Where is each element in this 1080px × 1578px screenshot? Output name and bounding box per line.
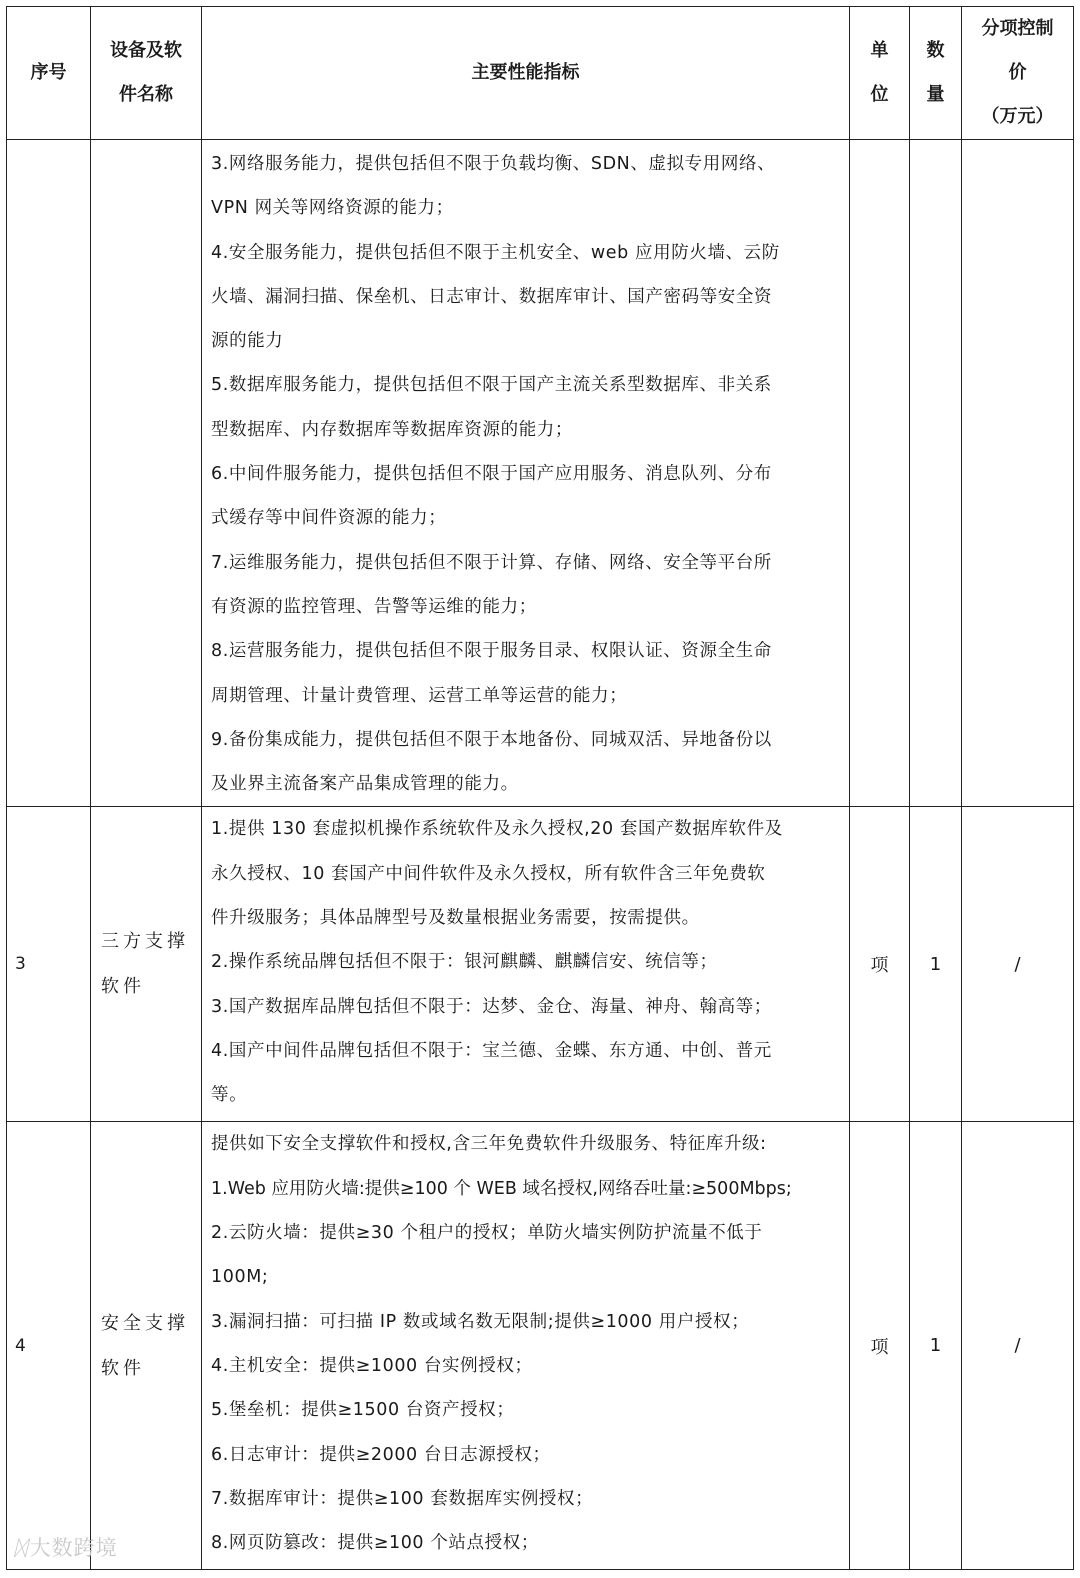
row-name: 三方支撑 软件	[91, 807, 202, 1122]
row-spec	[202, 807, 850, 1122]
spec-line: 4.国产中间件品牌包括但不限于：宝兰德、金蝶、东方通、中创、普元	[211, 1040, 772, 1061]
header-spec: 主要性能指标	[202, 7, 850, 140]
row-price: /	[962, 1122, 1074, 1570]
spec-line: 永久授权、10 套国产中间件软件及永久授权，所有软件含三年免费软	[211, 863, 766, 884]
row-qty: 1	[910, 1122, 962, 1570]
row-unit	[850, 140, 910, 807]
spec-line: 4.安全服务能力，提供包括但不限于主机安全、web 应用防火墙、云防	[211, 242, 780, 263]
spec-line: 5.数据库服务能力，提供包括但不限于国产主流关系型数据库、非关系	[211, 375, 772, 396]
spec-line: 提供如下安全支撑软件和授权,含三年免费软件升级服务、特征库升级:	[211, 1134, 767, 1155]
row-unit: 项	[850, 807, 910, 1122]
row-seq: 3	[7, 807, 91, 1122]
table-row	[7, 140, 1074, 807]
spec-line: 9.备份集成能力，提供包括但不限于本地备份、同城双活、异地备份以	[211, 729, 772, 750]
spec-line: 周期管理、计量计费管理、运营工单等运营的能力；	[211, 685, 628, 706]
spec-line: 7.数据库审计：提供≥100 套数据库实例授权；	[211, 1488, 594, 1509]
spec-line: 件升级服务；具体品牌型号及数量根据业务需要，按需提供。	[211, 908, 700, 929]
header-row	[7, 7, 1074, 140]
spec-line: 3.国产数据库品牌包括但不限于：达梦、金仓、海量、神舟、翰高等；	[211, 996, 772, 1017]
spec-line: 7.运维服务能力，提供包括但不限于计算、存储、网络、安全等平台所	[211, 552, 772, 573]
spec-line: 100M;	[211, 1267, 269, 1288]
spec-line: 有资源的监控管理、告警等运维的能力；	[211, 596, 537, 617]
row-price: /	[962, 807, 1074, 1122]
spec-line: 3.漏洞扫描：可扫描 IP 数或域名数无限制;提供≥1000 用户授权；	[211, 1311, 750, 1332]
watermark	[14, 1532, 118, 1562]
row-seq	[7, 140, 91, 807]
row-qty	[910, 140, 962, 807]
spec-line: 5.堡垒机：提供≥1500 台资产授权；	[211, 1400, 515, 1421]
table-row	[7, 1122, 1074, 1570]
header-unit: 单 位	[850, 7, 910, 140]
spec-line: 6.日志审计：提供≥2000 台日志源授权；	[211, 1444, 551, 1465]
watermark-logo-icon: ᛞ	[14, 1536, 28, 1560]
row-name: 安全支撑 软件	[91, 1122, 202, 1570]
spec-line: 2.云防火墙：提供≥30 个租户的授权；单防火墙实例防护流量不低于	[211, 1223, 763, 1244]
spec-line: 等。	[211, 1085, 248, 1106]
row-seq: 4	[7, 1122, 91, 1570]
table-row	[7, 807, 1074, 1122]
row-name	[91, 140, 202, 807]
spec-table	[6, 6, 1074, 1570]
header-name: 设备及软 件名称	[91, 7, 202, 140]
watermark-text: 大数跨境	[29, 1536, 118, 1560]
spec-line: 3.网络服务能力，提供包括但不限于负载均衡、SDN、虚拟专用网络、	[211, 154, 776, 174]
spec-line: 4.主机安全：提供≥1000 台实例授权；	[211, 1355, 533, 1376]
spec-line: 1.提供 130 套虚拟机操作系统软件及永久授权,20 套国产数据库软件及	[211, 819, 783, 840]
spec-line: 6.中间件服务能力，提供包括但不限于国产应用服务、消息队列、分布	[211, 464, 772, 485]
spec-line: 式缓存等中间件资源的能力；	[211, 508, 447, 529]
spec-line: VPN 网关等网络资源的能力；	[211, 198, 454, 219]
row-unit: 项	[850, 1122, 910, 1570]
row-spec	[202, 1122, 850, 1570]
spec-line: 火墙、漏洞扫描、保垒机、日志审计、数据库审计、国产密码等安全资	[211, 286, 773, 307]
row-qty: 1	[910, 807, 962, 1122]
spec-line: 2.操作系统品牌包括但不限于：银河麒麟、麒麟信安、统信等；	[211, 952, 718, 973]
header-seq: 序号	[7, 7, 91, 140]
row-spec	[202, 140, 850, 807]
spec-line: 8.运营服务能力，提供包括但不限于服务目录、权限认证、资源全生命	[211, 641, 772, 662]
spec-line: 源的能力	[211, 331, 284, 352]
header-price: 分项控制 价 （万元）	[962, 7, 1074, 140]
spec-line: 及业界主流备案产品集成管理的能力。	[211, 774, 519, 795]
row-price	[962, 140, 1074, 807]
spec-line: 1.Web 应用防火墙:提供≥100 个 WEB 域名授权,网络吞吐量:≥500Mbps;	[211, 1178, 792, 1199]
header-qty: 数 量	[910, 7, 962, 140]
spec-line: 型数据库、内存数据库等数据库资源的能力；	[211, 419, 573, 440]
spec-line: 8.网页防篡改：提供≥100 个站点授权；	[211, 1533, 539, 1554]
